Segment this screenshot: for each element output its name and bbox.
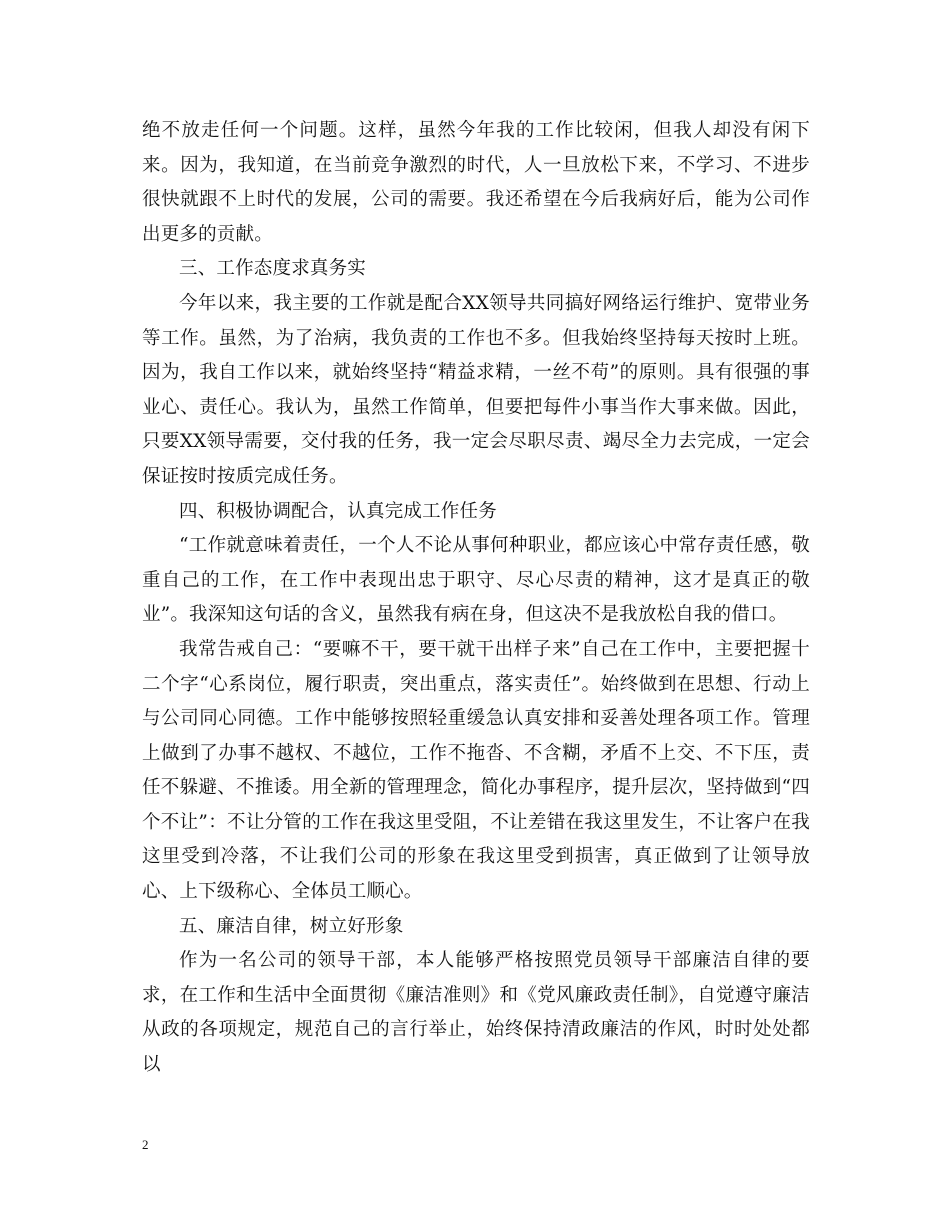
paragraph: 今年以来，我主要的工作就是配合XX领导共同搞好网络运行维护、宽带业务等工作。虽然，为了治病，我负责的工作也不多。但我始终坚持每天按时上班。因为，我自工作以来，就始终坚持“精益求精，一丝不苟”的原则。具有很强的事业心、责任心。我认为，虽然工作简单，但要把每件小事当作大事来做。因此，只要XX领导需要，交付我的任务，我一定会尽职尽责、竭尽全力去完成，一定会保证按时按质完成任务。 <box>142 292 810 487</box>
document-body <box>142 114 810 1083</box>
section-heading-4: 四、积极协调配合，认真完成工作任务 <box>179 500 497 522</box>
section-heading-5: 五、廉洁自律，树立好形象 <box>179 915 404 937</box>
paragraph: “工作就意味着责任，一个人不论从事何种职业，都应该心中常存责任感，敬重自己的工作，在工作中表现出忠于职守、尽心尽责的精神，这才是真正的敬业”。我深知这句话的含义，虽然我有病在身，但这决不是我放松自我的借口。 <box>142 535 810 626</box>
paragraph: 作为一名公司的领导干部，本人能够严格按照党员领导干部廉洁自律的要求，在工作和生活中全面贯彻《廉洁准则》和《党风廉政责任制》，自觉遵守廉洁从政的各项规定，规范自己的言行举止，始终保持清政廉洁的作风，时时处处都以 <box>142 950 810 1076</box>
page-number: 2 <box>142 1137 149 1152</box>
paragraph-continued: 绝不放走任何一个问题。这样，虽然今年我的工作比较闲，但我人却没有闲下来。因为，我知道，在当前竞争激烈的时代，人一旦放松下来，不学习、不进步很快就跟不上时代的发展，公司的需要。我还希望在今后我病好后，能为公司作出更多的贡献。 <box>142 120 810 245</box>
paragraph: 我常告戒自己：“要嘛不干，要干就干出样子来”自己在工作中，主要把握十二个字“心系岗位，履行职责，突出重点，落实责任”。始终做到在思想、行动上与公司同心同德。工作中能够按照轻重缓急认真安排和妥善处理各项工作。管理上做到了办事不越权、不越位，工作不拖沓、不含糊，矛盾不上交、不下压，责任不躲避、不推诿。用全新的管理理念，简化办事程序，提升层次，坚持做到“四个不让”：不让分管的工作在我这里受阻，不让差错在我这里发生，不让客户在我这里受到冷落，不让我们公司的形象在我这里受到损害，真正做到了让领导放心、上下级称心、全体员工顺心。 <box>142 638 810 903</box>
section-heading-3: 三、工作态度求真务实 <box>179 258 367 280</box>
